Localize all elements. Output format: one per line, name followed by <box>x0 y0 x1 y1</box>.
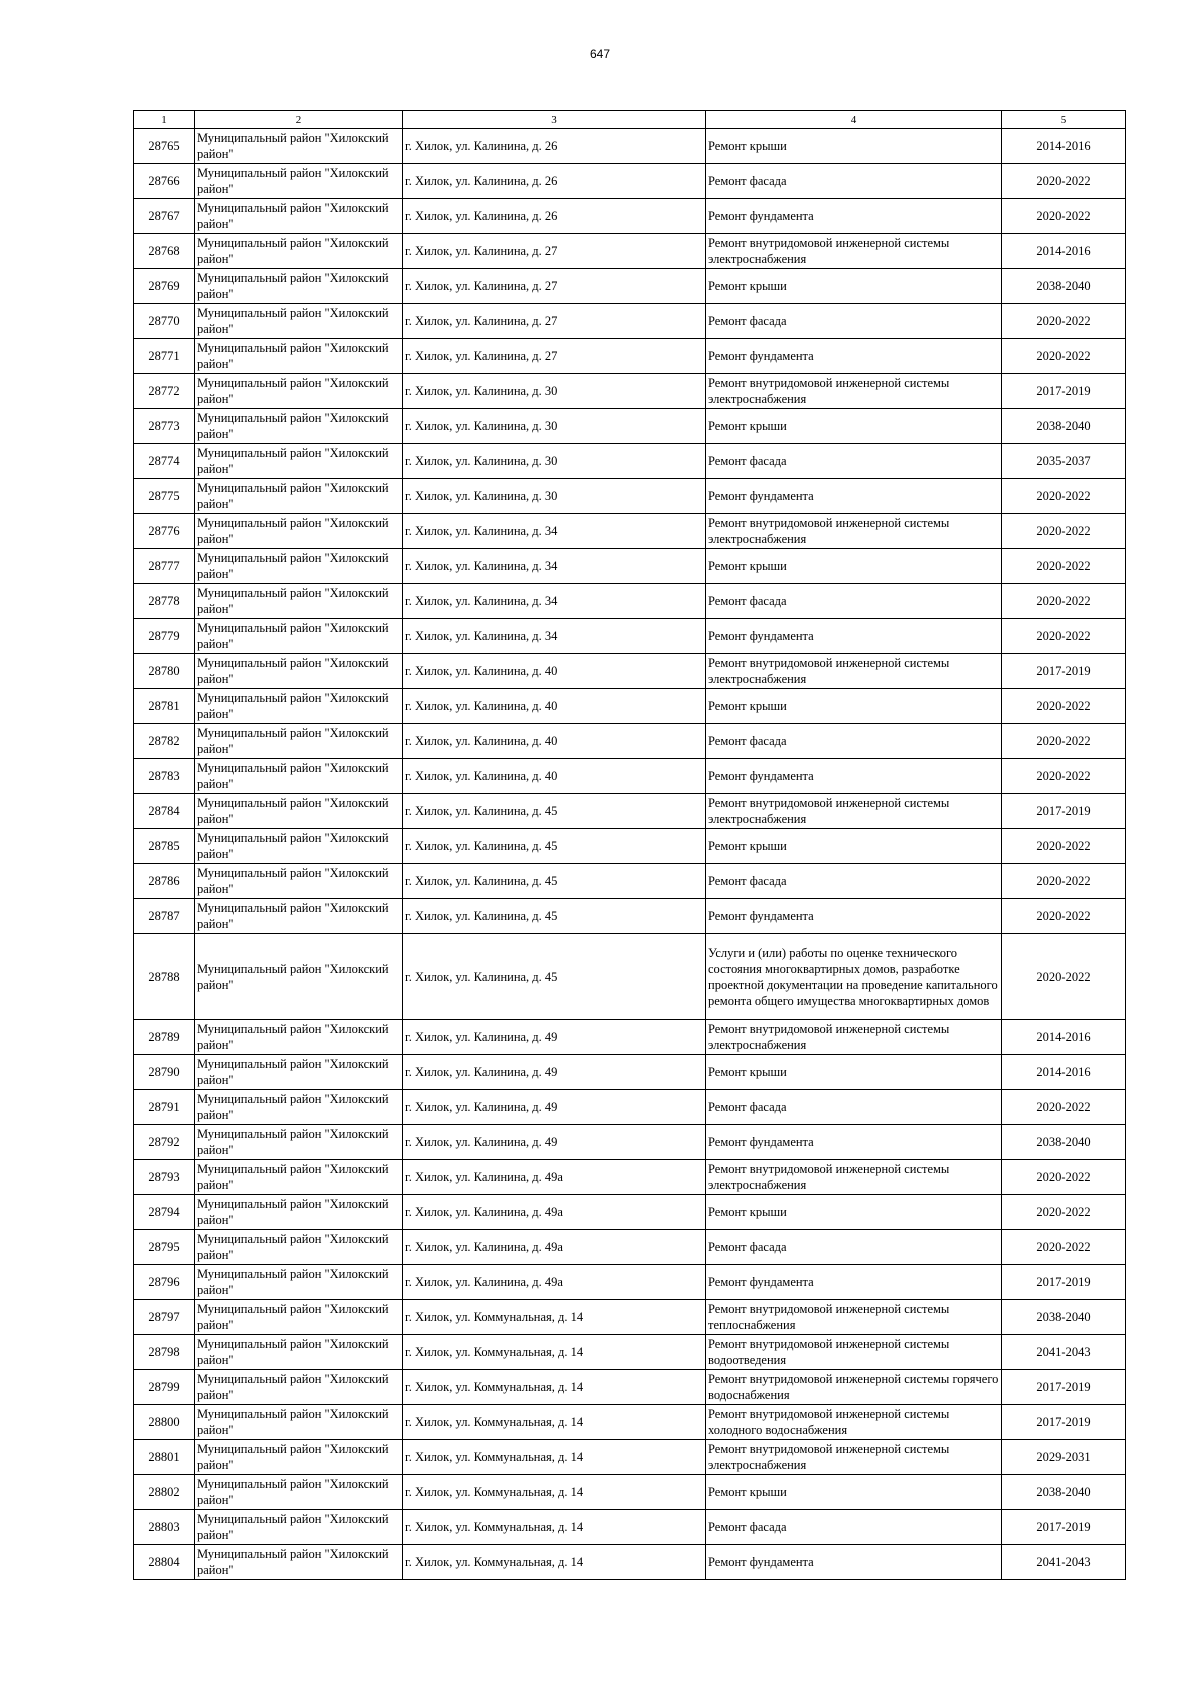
row-number: 28774 <box>134 444 195 479</box>
period-cell: 2020-2022 <box>1002 864 1126 899</box>
period-cell: 2017-2019 <box>1002 794 1126 829</box>
work-type-cell: Ремонт фасада <box>706 584 1002 619</box>
work-type-cell: Ремонт фундамента <box>706 339 1002 374</box>
period-cell: 2038-2040 <box>1002 1300 1126 1335</box>
address-cell: г. Хилок, ул. Калинина, д. 26 <box>403 164 706 199</box>
period-cell: 2020-2022 <box>1002 1230 1126 1265</box>
table-row <box>134 1230 1126 1265</box>
period-cell: 2041-2043 <box>1002 1335 1126 1370</box>
row-number: 28803 <box>134 1510 195 1545</box>
header-row <box>134 111 1126 129</box>
row-number: 28786 <box>134 864 195 899</box>
table-row <box>134 1475 1126 1510</box>
row-number: 28772 <box>134 374 195 409</box>
municipality-cell: Муниципальный район "Хилокский район" <box>195 304 403 339</box>
municipality-cell: Муниципальный район "Хилокский район" <box>195 654 403 689</box>
address-cell: г. Хилок, ул. Калинина, д. 27 <box>403 269 706 304</box>
work-type-cell: Ремонт фасада <box>706 164 1002 199</box>
table-row <box>134 829 1126 864</box>
table-row <box>134 759 1126 794</box>
work-type-cell: Ремонт фасада <box>706 864 1002 899</box>
municipality-cell: Муниципальный район "Хилокский район" <box>195 689 403 724</box>
page-number: 647 <box>589 47 611 61</box>
period-cell: 2020-2022 <box>1002 1195 1126 1230</box>
municipality-cell: Муниципальный район "Хилокский район" <box>195 1160 403 1195</box>
table-row <box>134 794 1126 829</box>
work-type-cell: Ремонт фундамента <box>706 619 1002 654</box>
table-row <box>134 899 1126 934</box>
row-number: 28780 <box>134 654 195 689</box>
municipality-cell: Муниципальный район "Хилокский район" <box>195 1510 403 1545</box>
municipality-cell: Муниципальный район "Хилокский район" <box>195 1370 403 1405</box>
period-cell: 2020-2022 <box>1002 514 1126 549</box>
work-type-cell: Услуги и (или) работы по оценке технического состояния многоквартирных домов, разработке проектной документации на проведение капитального ремонта общего имущества многоквартирных домов <box>706 934 1002 1020</box>
table-header <box>134 111 1126 129</box>
municipality-cell: Муниципальный район "Хилокский район" <box>195 1055 403 1090</box>
municipality-cell: Муниципальный район "Хилокский район" <box>195 444 403 479</box>
table-row <box>134 374 1126 409</box>
municipality-cell: Муниципальный район "Хилокский район" <box>195 514 403 549</box>
period-cell: 2020-2022 <box>1002 1090 1126 1125</box>
capital-repair-table <box>133 110 1126 1580</box>
row-number: 28788 <box>134 934 195 1020</box>
address-cell: г. Хилок, ул. Калинина, д. 49 <box>403 1125 706 1160</box>
table-row <box>134 934 1126 1020</box>
address-cell: г. Хилок, ул. Калинина, д. 49а <box>403 1195 706 1230</box>
period-cell: 2020-2022 <box>1002 899 1126 934</box>
row-number: 28769 <box>134 269 195 304</box>
municipality-cell: Муниципальный район "Хилокский район" <box>195 619 403 654</box>
address-cell: г. Хилок, ул. Калинина, д. 30 <box>403 374 706 409</box>
period-cell: 2020-2022 <box>1002 339 1126 374</box>
municipality-cell: Муниципальный район "Хилокский район" <box>195 409 403 444</box>
row-number: 28795 <box>134 1230 195 1265</box>
work-type-cell: Ремонт фундамента <box>706 479 1002 514</box>
table-row <box>134 1545 1126 1580</box>
work-type-cell: Ремонт фундамента <box>706 1265 1002 1300</box>
period-cell: 2020-2022 <box>1002 724 1126 759</box>
work-type-cell: Ремонт внутридомовой инженерной системы электроснабжения <box>706 1440 1002 1475</box>
row-number: 28782 <box>134 724 195 759</box>
row-number: 28770 <box>134 304 195 339</box>
row-number: 28773 <box>134 409 195 444</box>
row-number: 28802 <box>134 1475 195 1510</box>
address-cell: г. Хилок, ул. Калинина, д. 27 <box>403 234 706 269</box>
work-type-cell: Ремонт крыши <box>706 1475 1002 1510</box>
work-type-cell: Ремонт внутридомовой инженерной системы водоотведения <box>706 1335 1002 1370</box>
municipality-cell: Муниципальный район "Хилокский район" <box>195 584 403 619</box>
address-cell: г. Хилок, ул. Коммунальная, д. 14 <box>403 1335 706 1370</box>
column-header-4: 4 <box>706 111 1002 129</box>
address-cell: г. Хилок, ул. Калинина, д. 49 <box>403 1020 706 1055</box>
table-row <box>134 1055 1126 1090</box>
period-cell: 2020-2022 <box>1002 304 1126 339</box>
work-type-cell: Ремонт фасада <box>706 724 1002 759</box>
address-cell: г. Хилок, ул. Калинина, д. 49а <box>403 1265 706 1300</box>
work-type-cell: Ремонт крыши <box>706 129 1002 164</box>
work-type-cell: Ремонт фундамента <box>706 1545 1002 1580</box>
table-row <box>134 129 1126 164</box>
table-row <box>134 479 1126 514</box>
work-type-cell: Ремонт внутридомовой инженерной системы электроснабжения <box>706 514 1002 549</box>
row-number: 28791 <box>134 1090 195 1125</box>
municipality-cell: Муниципальный район "Хилокский район" <box>195 1300 403 1335</box>
period-cell: 2017-2019 <box>1002 1510 1126 1545</box>
row-number: 28792 <box>134 1125 195 1160</box>
work-type-cell: Ремонт фундамента <box>706 899 1002 934</box>
period-cell: 2020-2022 <box>1002 619 1126 654</box>
row-number: 28778 <box>134 584 195 619</box>
municipality-cell: Муниципальный район "Хилокский район" <box>195 1475 403 1510</box>
municipality-cell: Муниципальный район "Хилокский район" <box>195 1405 403 1440</box>
work-type-cell: Ремонт фасада <box>706 444 1002 479</box>
table-row <box>134 1090 1126 1125</box>
table-row <box>134 164 1126 199</box>
table-row <box>134 1405 1126 1440</box>
row-number: 28776 <box>134 514 195 549</box>
address-cell: г. Хилок, ул. Калинина, д. 34 <box>403 584 706 619</box>
work-type-cell: Ремонт внутридомовой инженерной системы холодного водоснабжения <box>706 1405 1002 1440</box>
table-row <box>134 689 1126 724</box>
period-cell: 2038-2040 <box>1002 269 1126 304</box>
work-type-cell: Ремонт внутридомовой инженерной системы электроснабжения <box>706 374 1002 409</box>
municipality-cell: Муниципальный район "Хилокский район" <box>195 1125 403 1160</box>
table-row <box>134 584 1126 619</box>
work-type-cell: Ремонт крыши <box>706 689 1002 724</box>
period-cell: 2038-2040 <box>1002 409 1126 444</box>
period-cell: 2020-2022 <box>1002 479 1126 514</box>
address-cell: г. Хилок, ул. Калинина, д. 45 <box>403 794 706 829</box>
table-row <box>134 409 1126 444</box>
period-cell: 2038-2040 <box>1002 1125 1126 1160</box>
row-number: 28784 <box>134 794 195 829</box>
period-cell: 2017-2019 <box>1002 1370 1126 1405</box>
row-number: 28768 <box>134 234 195 269</box>
table-row <box>134 444 1126 479</box>
work-type-cell: Ремонт фундамента <box>706 1125 1002 1160</box>
period-cell: 2017-2019 <box>1002 1405 1126 1440</box>
municipality-cell: Муниципальный район "Хилокский район" <box>195 1195 403 1230</box>
address-cell: г. Хилок, ул. Калинина, д. 34 <box>403 549 706 584</box>
table-row <box>134 1370 1126 1405</box>
row-number: 28785 <box>134 829 195 864</box>
period-cell: 2020-2022 <box>1002 199 1126 234</box>
address-cell: г. Хилок, ул. Калинина, д. 40 <box>403 759 706 794</box>
address-cell: г. Хилок, ул. Калинина, д. 27 <box>403 339 706 374</box>
table-row <box>134 1265 1126 1300</box>
row-number: 28783 <box>134 759 195 794</box>
address-cell: г. Хилок, ул. Коммунальная, д. 14 <box>403 1545 706 1580</box>
period-cell: 2020-2022 <box>1002 934 1126 1020</box>
table-row <box>134 1160 1126 1195</box>
municipality-cell: Муниципальный район "Хилокский район" <box>195 1020 403 1055</box>
period-cell: 2020-2022 <box>1002 1160 1126 1195</box>
municipality-cell: Муниципальный район "Хилокский район" <box>195 1230 403 1265</box>
table-row <box>134 864 1126 899</box>
work-type-cell: Ремонт крыши <box>706 1055 1002 1090</box>
row-number: 28790 <box>134 1055 195 1090</box>
address-cell: г. Хилок, ул. Калинина, д. 26 <box>403 199 706 234</box>
address-cell: г. Хилок, ул. Коммунальная, д. 14 <box>403 1405 706 1440</box>
municipality-cell: Муниципальный район "Хилокский район" <box>195 234 403 269</box>
address-cell: г. Хилок, ул. Калинина, д. 40 <box>403 689 706 724</box>
address-cell: г. Хилок, ул. Калинина, д. 45 <box>403 829 706 864</box>
period-cell: 2014-2016 <box>1002 129 1126 164</box>
table-row <box>134 514 1126 549</box>
table-row <box>134 1300 1126 1335</box>
municipality-cell: Муниципальный район "Хилокский район" <box>195 479 403 514</box>
row-number: 28775 <box>134 479 195 514</box>
row-number: 28796 <box>134 1265 195 1300</box>
table-row <box>134 549 1126 584</box>
work-type-cell: Ремонт внутридомовой инженерной системы теплоснабжения <box>706 1300 1002 1335</box>
work-type-cell: Ремонт внутридомовой инженерной системы электроснабжения <box>706 1160 1002 1195</box>
row-number: 28793 <box>134 1160 195 1195</box>
row-number: 28789 <box>134 1020 195 1055</box>
column-header-5: 5 <box>1002 111 1126 129</box>
row-number: 28804 <box>134 1545 195 1580</box>
period-cell: 2038-2040 <box>1002 1475 1126 1510</box>
municipality-cell: Муниципальный район "Хилокский район" <box>195 1090 403 1125</box>
table-body <box>134 129 1126 1580</box>
address-cell: г. Хилок, ул. Калинина, д. 26 <box>403 129 706 164</box>
period-cell: 2014-2016 <box>1002 1020 1126 1055</box>
municipality-cell: Муниципальный район "Хилокский район" <box>195 269 403 304</box>
table-row <box>134 1020 1126 1055</box>
row-number: 28777 <box>134 549 195 584</box>
address-cell: г. Хилок, ул. Калинина, д. 34 <box>403 514 706 549</box>
address-cell: г. Хилок, ул. Калинина, д. 30 <box>403 444 706 479</box>
address-cell: г. Хилок, ул. Коммунальная, д. 14 <box>403 1510 706 1545</box>
work-type-cell: Ремонт фасада <box>706 1230 1002 1265</box>
work-type-cell: Ремонт крыши <box>706 549 1002 584</box>
period-cell: 2020-2022 <box>1002 584 1126 619</box>
address-cell: г. Хилок, ул. Калинина, д. 40 <box>403 724 706 759</box>
table-row <box>134 619 1126 654</box>
municipality-cell: Муниципальный район "Хилокский район" <box>195 129 403 164</box>
address-cell: г. Хилок, ул. Калинина, д. 34 <box>403 619 706 654</box>
work-type-cell: Ремонт внутридомовой инженерной системы электроснабжения <box>706 794 1002 829</box>
municipality-cell: Муниципальный район "Хилокский район" <box>195 934 403 1020</box>
municipality-cell: Муниципальный район "Хилокский район" <box>195 1545 403 1580</box>
address-cell: г. Хилок, ул. Коммунальная, д. 14 <box>403 1475 706 1510</box>
work-type-cell: Ремонт внутридомовой инженерной системы электроснабжения <box>706 654 1002 689</box>
column-header-3: 3 <box>403 111 706 129</box>
table-row <box>134 304 1126 339</box>
municipality-cell: Муниципальный район "Хилокский район" <box>195 199 403 234</box>
address-cell: г. Хилок, ул. Коммунальная, д. 14 <box>403 1370 706 1405</box>
table-row <box>134 1440 1126 1475</box>
address-cell: г. Хилок, ул. Калинина, д. 45 <box>403 899 706 934</box>
row-number: 28798 <box>134 1335 195 1370</box>
period-cell: 2035-2037 <box>1002 444 1126 479</box>
work-type-cell: Ремонт фундамента <box>706 759 1002 794</box>
municipality-cell: Муниципальный район "Хилокский район" <box>195 1335 403 1370</box>
address-cell: г. Хилок, ул. Калинина, д. 30 <box>403 479 706 514</box>
work-type-cell: Ремонт внутридомовой инженерной системы электроснабжения <box>706 1020 1002 1055</box>
row-number: 28771 <box>134 339 195 374</box>
work-type-cell: Ремонт крыши <box>706 409 1002 444</box>
municipality-cell: Муниципальный район "Хилокский район" <box>195 1440 403 1475</box>
period-cell: 2014-2016 <box>1002 1055 1126 1090</box>
table-row <box>134 269 1126 304</box>
work-type-cell: Ремонт фасада <box>706 304 1002 339</box>
address-cell: г. Хилок, ул. Калинина, д. 49а <box>403 1230 706 1265</box>
table-row <box>134 199 1126 234</box>
table-row <box>134 1195 1126 1230</box>
work-type-cell: Ремонт крыши <box>706 269 1002 304</box>
period-cell: 2020-2022 <box>1002 164 1126 199</box>
municipality-cell: Муниципальный район "Хилокский район" <box>195 339 403 374</box>
address-cell: г. Хилок, ул. Калинина, д. 40 <box>403 654 706 689</box>
period-cell: 2017-2019 <box>1002 374 1126 409</box>
column-header-2: 2 <box>195 111 403 129</box>
row-number: 28766 <box>134 164 195 199</box>
row-number: 28779 <box>134 619 195 654</box>
period-cell: 2020-2022 <box>1002 829 1126 864</box>
address-cell: г. Хилок, ул. Калинина, д. 30 <box>403 409 706 444</box>
municipality-cell: Муниципальный район "Хилокский район" <box>195 759 403 794</box>
municipality-cell: Муниципальный район "Хилокский район" <box>195 899 403 934</box>
table-row <box>134 339 1126 374</box>
row-number: 28800 <box>134 1405 195 1440</box>
work-type-cell: Ремонт крыши <box>706 1195 1002 1230</box>
table-row <box>134 724 1126 759</box>
period-cell: 2020-2022 <box>1002 759 1126 794</box>
period-cell: 2041-2043 <box>1002 1545 1126 1580</box>
municipality-cell: Муниципальный район "Хилокский район" <box>195 374 403 409</box>
row-number: 28787 <box>134 899 195 934</box>
municipality-cell: Муниципальный район "Хилокский район" <box>195 549 403 584</box>
period-cell: 2029-2031 <box>1002 1440 1126 1475</box>
row-number: 28765 <box>134 129 195 164</box>
address-cell: г. Хилок, ул. Калинина, д. 49а <box>403 1160 706 1195</box>
address-cell: г. Хилок, ул. Коммунальная, д. 14 <box>403 1300 706 1335</box>
work-type-cell: Ремонт внутридомовой инженерной системы горячего водоснабжения <box>706 1370 1002 1405</box>
table-row <box>134 654 1126 689</box>
period-cell: 2014-2016 <box>1002 234 1126 269</box>
period-cell: 2020-2022 <box>1002 689 1126 724</box>
municipality-cell: Муниципальный район "Хилокский район" <box>195 794 403 829</box>
municipality-cell: Муниципальный район "Хилокский район" <box>195 724 403 759</box>
period-cell: 2020-2022 <box>1002 549 1126 584</box>
municipality-cell: Муниципальный район "Хилокский район" <box>195 829 403 864</box>
address-cell: г. Хилок, ул. Калинина, д. 49 <box>403 1055 706 1090</box>
address-cell: г. Хилок, ул. Коммунальная, д. 14 <box>403 1440 706 1475</box>
address-cell: г. Хилок, ул. Калинина, д. 49 <box>403 1090 706 1125</box>
table-row <box>134 1510 1126 1545</box>
row-number: 28794 <box>134 1195 195 1230</box>
municipality-cell: Муниципальный район "Хилокский район" <box>195 164 403 199</box>
row-number: 28767 <box>134 199 195 234</box>
period-cell: 2017-2019 <box>1002 654 1126 689</box>
column-header-1: 1 <box>134 111 195 129</box>
row-number: 28801 <box>134 1440 195 1475</box>
table-row <box>134 234 1126 269</box>
work-type-cell: Ремонт внутридомовой инженерной системы электроснабжения <box>706 234 1002 269</box>
address-cell: г. Хилок, ул. Калинина, д. 27 <box>403 304 706 339</box>
address-cell: г. Хилок, ул. Калинина, д. 45 <box>403 864 706 899</box>
municipality-cell: Муниципальный район "Хилокский район" <box>195 1265 403 1300</box>
period-cell: 2017-2019 <box>1002 1265 1126 1300</box>
row-number: 28797 <box>134 1300 195 1335</box>
row-number: 28781 <box>134 689 195 724</box>
work-type-cell: Ремонт фасада <box>706 1090 1002 1125</box>
work-type-cell: Ремонт крыши <box>706 829 1002 864</box>
address-cell: г. Хилок, ул. Калинина, д. 45 <box>403 934 706 1020</box>
work-type-cell: Ремонт фасада <box>706 1510 1002 1545</box>
table-row <box>134 1335 1126 1370</box>
table-row <box>134 1125 1126 1160</box>
municipality-cell: Муниципальный район "Хилокский район" <box>195 864 403 899</box>
row-number: 28799 <box>134 1370 195 1405</box>
work-type-cell: Ремонт фундамента <box>706 199 1002 234</box>
